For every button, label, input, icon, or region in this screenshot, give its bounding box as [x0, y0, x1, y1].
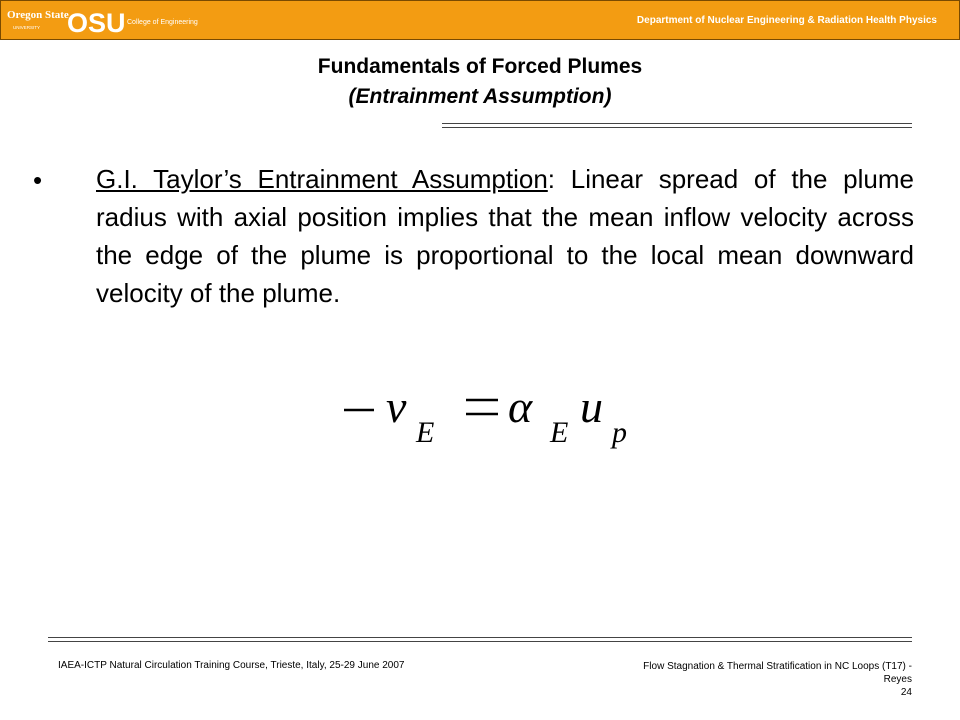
bullet-colon: :: [547, 164, 556, 194]
header-bar: [0, 0, 960, 40]
title-divider: [442, 123, 912, 128]
bullet-heading: G.I. Taylor’s Entrainment Assumption: [96, 164, 548, 194]
footer-course: IAEA-ICTP Natural Circulation Training Course, Trieste, Italy, 25-29 June 2007: [58, 660, 405, 671]
osu-logo: [7, 5, 217, 35]
logo-oregon-state: Oregon State: [7, 9, 69, 21]
footer-lecture: [572, 660, 912, 699]
svg-text:v: v: [386, 381, 407, 432]
bullet-marker: •: [33, 165, 43, 195]
footer-author: Reyes: [883, 674, 912, 685]
footer-lecture-title: Flow Stagnation & Thermal Stratification in NC Loops (T17) -: [643, 661, 912, 672]
svg-text:u: u: [580, 381, 603, 432]
bullet-text: [96, 160, 914, 312]
slide-title: Fundamentals of Forced Plumes: [317, 55, 643, 78]
bullet-body: Linear spread of the plume radius with axial position implies that the mean inflow velocity across the edge of the plume is proportional to the local mean downward velocity of the plume.: [96, 164, 914, 308]
logo-college: College of Engineering: [127, 19, 198, 26]
svg-text:α: α: [508, 381, 533, 432]
page-number: 24: [900, 687, 912, 698]
footer-divider: [48, 637, 912, 642]
logo-osu: OSU: [67, 8, 126, 35]
department-name: Department of Nuclear Engineering & Radiation Health Physics: [636, 15, 937, 26]
slide-subtitle: (Entrainment Assumption): [348, 85, 612, 108]
svg-text:E: E: [416, 416, 435, 449]
entrainment-equation: [330, 370, 650, 460]
logo-university: UNIVERSITY: [13, 25, 41, 30]
svg-text:E: E: [550, 416, 569, 449]
svg-text:p: p: [612, 416, 627, 449]
